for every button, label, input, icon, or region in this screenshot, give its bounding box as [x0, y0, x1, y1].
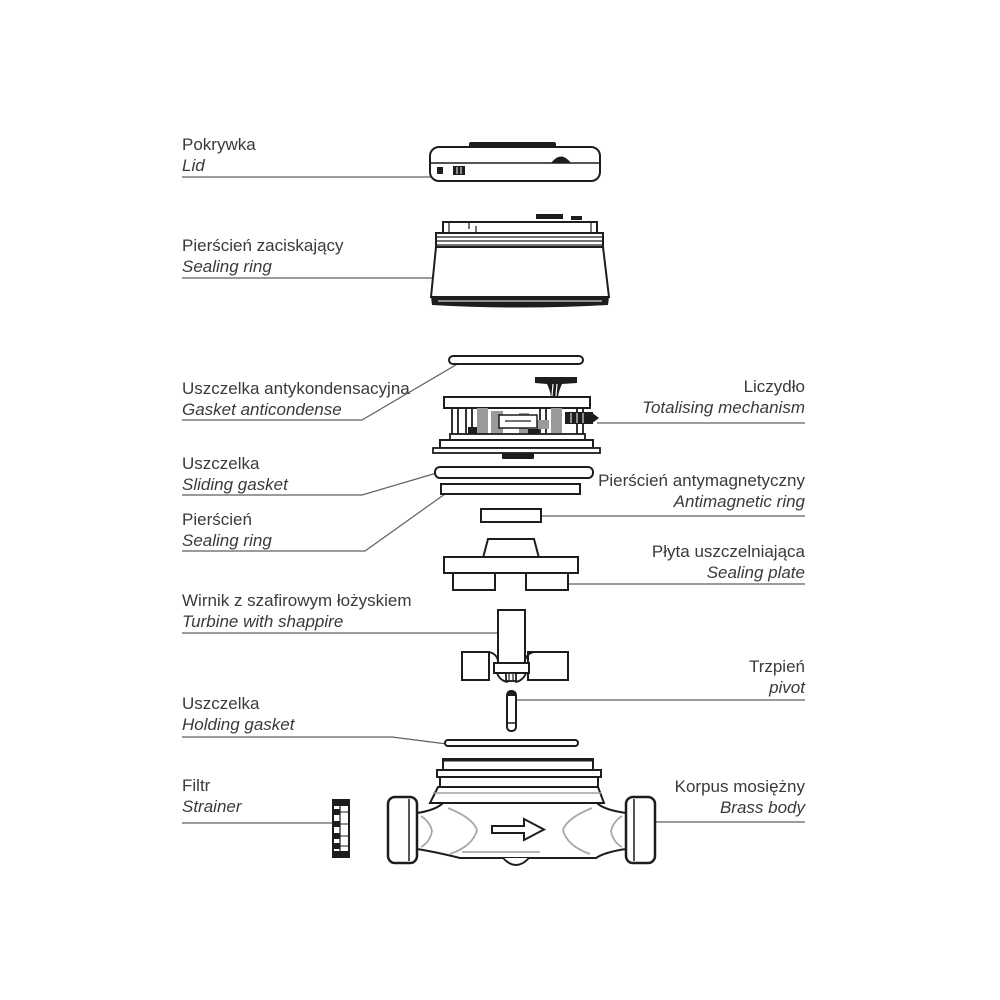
label-strainer-en: Strainer [182, 797, 242, 816]
label-strainer-pl: Filtr [182, 776, 211, 795]
label-sealing-ring-mid [182, 509, 272, 551]
label-holding-gasket-en: Holding gasket [182, 715, 295, 734]
label-sliding-gasket-en: Sliding gasket [182, 475, 288, 494]
sliding-gasket-drawing [435, 467, 593, 478]
label-brass-body [675, 776, 805, 818]
label-sealing-plate [652, 541, 805, 583]
label-sealing-ring-mid-pl: Pierścień [182, 510, 252, 529]
sealing-plate-drawing [444, 539, 578, 590]
label-sealing-plate-pl: Płyta uszczelniająca [651, 542, 805, 561]
gasket-anticondense-drawing [449, 356, 583, 364]
label-turbine-en: Turbine with shappire [182, 612, 344, 631]
label-antimagnetic-ring-en: Antimagnetic ring [673, 492, 805, 511]
antimagnetic-ring-drawing [481, 509, 541, 522]
label-gasket-anticondense-pl: Uszczelka antykondensacyjna [182, 379, 410, 398]
label-antimagnetic-ring-pl: Pierścień antymagnetyczny [598, 471, 805, 490]
label-pivot-en: pivot [769, 678, 805, 697]
label-lid [182, 134, 256, 176]
label-brass-body-en: Brass body [719, 798, 805, 817]
label-turbine-pl: Wirnik z szafirowym łożyskiem [182, 591, 412, 610]
strainer-drawing [333, 800, 349, 857]
label-pivot [749, 656, 805, 698]
label-totalising [642, 376, 805, 418]
label-totalising-pl: Liczydło [743, 377, 805, 396]
label-holding-gasket-pl: Uszczelka [182, 694, 260, 713]
label-lid-pl: Pokrywka [182, 135, 256, 154]
label-sealing-ring-top-en: Sealing ring [182, 257, 272, 276]
label-gasket-anticondense [182, 378, 410, 420]
label-sealing-ring-top-pl: Pierścień zaciskający [182, 236, 344, 255]
body-left-cap [388, 797, 417, 863]
totalising-mechanism-drawing [433, 377, 600, 459]
label-sliding-gasket-pl: Uszczelka [182, 454, 260, 473]
holding-gasket-drawing [445, 740, 578, 746]
label-holding-gasket [182, 693, 294, 735]
turbine-drawing [462, 610, 568, 682]
body-right-cap [626, 797, 655, 863]
label-lid-en: Lid [182, 156, 205, 175]
label-pivot-pl: Trzpień [748, 657, 805, 676]
mechanism-worm-gear [565, 412, 599, 424]
label-sealing-ring-mid-en: Sealing ring [182, 531, 272, 550]
label-antimagnetic-ring [598, 470, 805, 512]
label-sealing-plate-en: Sealing plate [706, 563, 805, 582]
brass-body-drawing [388, 759, 655, 865]
label-brass-body-pl: Korpus mosiężny [674, 777, 805, 796]
label-sealing-ring-top [182, 235, 344, 277]
label-turbine [182, 590, 412, 632]
label-totalising-en: Totalising mechanism [642, 398, 805, 417]
leader-holding-gasket [182, 737, 447, 744]
label-gasket-anticondense-en: Gasket anticondense [182, 400, 342, 419]
sealing-ring-top-drawing [431, 214, 609, 308]
label-sliding-gasket [182, 453, 288, 495]
label-strainer [182, 775, 242, 817]
lid-drawing [430, 142, 600, 181]
sealing-ring-mid-drawing [441, 484, 580, 494]
pivot-drawing [507, 691, 516, 731]
